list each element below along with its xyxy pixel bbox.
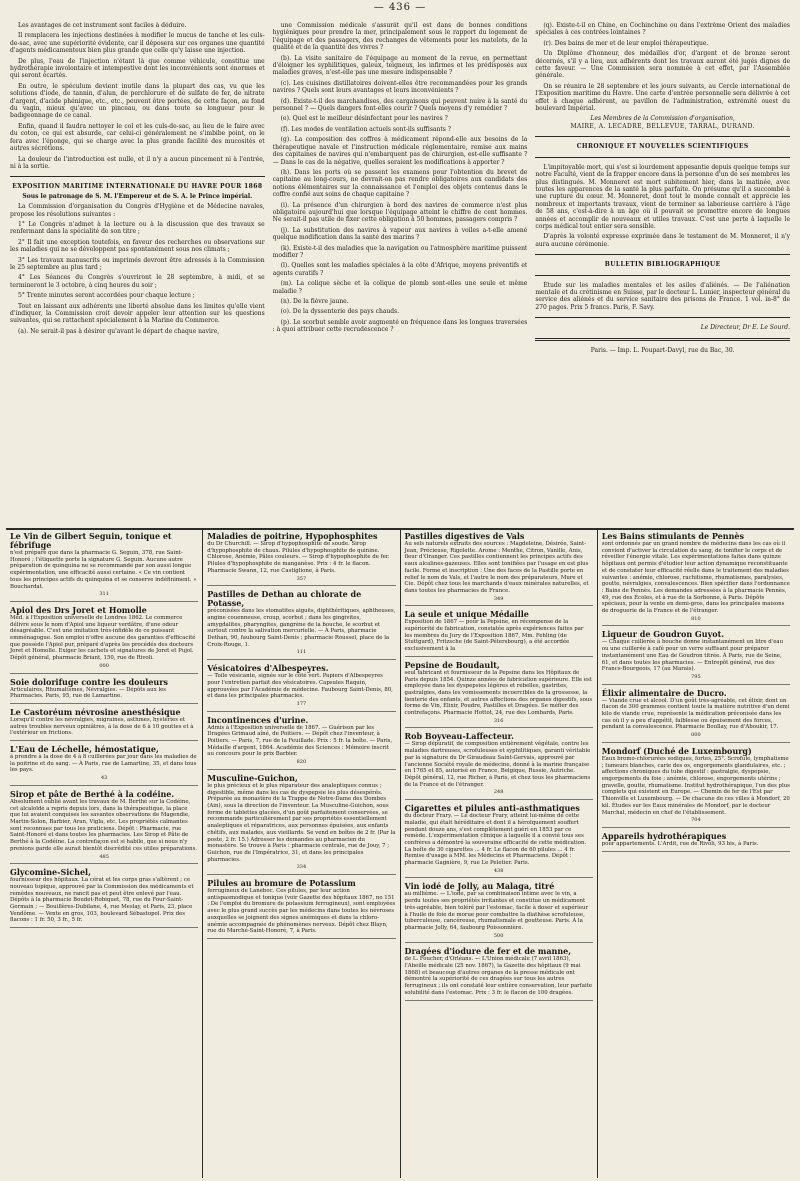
advertisement-title: Appareils hydrothérapiques (601, 830, 727, 841)
column-3 (535, 22, 790, 522)
advertisement (207, 664, 395, 712)
paragraph: La Commission d'organisation du Congrès d'Hygiène et de Médecine navales, propose les résolutions suivantes : (10, 203, 265, 218)
paragraph: D'après la volonté expresse exprimée dans le testament de M. Monneret, il n'y aura aucune cérémonie. (535, 233, 790, 248)
paragraph: (g). La composition des coffres à médicament répond-elle aux besoins de la thérapeutique navale et l'instruction médicale réglementaire, remise aux mains des capitaines de navires qui n'embarquent pas de chirurgien, est-elle suffisante ? — Dans le cas de la négative, quelles seraient les modifications à apporter ? (272, 136, 528, 166)
paragraph: Tout en laissant aux adhérents une liberté absolue dans les limites qu'elle vient d'indiquer, la Commission croit devoir appeler leur attention sur les questions suivantes, qui se rattachent spécialement à la Marine du Commerce. (10, 302, 265, 325)
advertisement-title: Vin iodé de Jolly, au Malaga, titré (404, 881, 555, 892)
paragraph: Enfin, quand il faudra nettoyer le col et les culs-de-sac, au lieu de le faire avec du coton, ce qui est absurde, car celui-ci généralement ne s'imbibe point, on le fera avec l'éponge, qui se charge avec la plus grande facilité des mucosités et autres sécrétions. (10, 122, 265, 153)
advertisement (10, 678, 198, 704)
divider (535, 157, 790, 158)
divider (535, 136, 790, 137)
advertisement-number: 177 (296, 700, 307, 707)
advertisement-number: 795 (691, 673, 701, 680)
advertisement-number: 357 (296, 575, 307, 582)
paragraph: Il remplacera les injections destinées à modifier le mucus de tanche et les culs-de-sac, avec une supériorité évidente, car il déposera sur ces organes une quantité d'agents médicamenteux bien plus grande que celle qu'y laisse une injection. (10, 32, 265, 55)
advertisement-title: Maladies de poitrine, Hypophosphites (207, 531, 378, 541)
advertisement (207, 532, 395, 586)
advertisement (207, 716, 395, 770)
paragraph: (f). Les modes de ventilation actuels sont-ils suffisants ? (280, 125, 451, 133)
paragraph: (r). Des bains de mer et de leur emploi thérapeutique. (543, 39, 709, 47)
advertisement-title: La seule et unique Médaille (404, 609, 529, 620)
paragraph: 5° Trente minutes seront accordées pour chaque lecture ; (18, 292, 195, 300)
advertisement-title: Soie dolorifuge contre les douleurs (10, 676, 168, 687)
page-number: — 436 — (373, 2, 427, 13)
advertisement (602, 832, 790, 852)
advertisement-text: ferrugineux de Laneboc. Ces pilules, par leur action antispasmodique et tonique (voir Gazette des hôpitaux 1867, no 151 : De l'emploi du bromure de potassium ferrugineux), sont employées avec le plus grand succès par les médecins dans toutes les névroses auxquelles se joignent des signes anémiques et dans la chloro-anémie accompagnée de phénomènes nerveux. Dépôt chez Blayn, rue du Marché-Saint-Honoré, 7, à Paris. (207, 888, 396, 935)
ads-column-1 (6, 530, 203, 1178)
paragraph: (b). La visite sanitaire de l'équipage au moment de la revue, en permettant d'éloigner les syphilitiques, galeux, teigneux, les infirmes et les prédisposés aux maladies graves, n'est-elle pas une mesure indispensable ? (272, 54, 528, 77)
commission-signers-heading: Les Membres de la Commission d'organisation, (590, 115, 735, 123)
advertisement-title: Pastilles digestives de Vals (404, 531, 525, 541)
advertisement-title: Glycomine-Sichel, (10, 867, 91, 878)
advertisement-text: n'est préparé que dans la pharmacie G. Seguin, 378, rue Saint-Honoré ; l'étiquette porte la signature G. Seguin. Aucune autre préparation de quinquina ne se recommande par son aussi longue expérimentation, une efficacité aussi certaine. « Ce vin contient tous les principes actifs du quinquina et se conserve indéfiniment. » Bouchardat. (10, 550, 197, 590)
advertisement (10, 708, 198, 741)
column-1 (10, 22, 265, 522)
paragraph: (o). De la dyssenterie des pays chauds. (280, 308, 400, 316)
advertisement-text: de L. Foucher, d'Orléans. — L'Union médicale (7 avril 1863), l'Abeille médicale (25 nov. 1867), la Gazette des hôpitaux (9 mai 1868) et beaucoup d'autres organes de la presse médicale ont démontré la supériorité de ces dragées sur tous les autres ferrugineux ; ils ont constaté leur entière conservation, leur parfaite solubilité dans l'estomac. Prix : 3 fr. le flacon de 100 dragées. (404, 956, 593, 996)
paragraph: On se réunira le 28 septembre et les jours suivants, au Cercle international de l'Exposition maritime du Havre. Une carte d'entrée personnelle sera délivrée à cet effet à chaque adhérent, au pavillon de l'administration, extrémité ouest du boulevard Impérial. (535, 82, 790, 113)
advertisement-text: — Viande crue et alcool. D'un goût très-agréable, cet élixir, dont un flacon de 300 grammes contient toute la matière nutritive d'un demi kilo de viande crue, représente la médication préconisée dans les cas où il y a peu d'appétit, faiblesse ou épuisement des forces, pendant la convalescence. Pharmacie Boullay, rue d'Aboukir, 17. (601, 697, 790, 731)
advertisement (405, 661, 593, 729)
advertisement-number: 316 (493, 717, 504, 724)
advertisement-text: Absolument oublié avant les travaux de M. Berthé sur la Codéine, cet alcaloïde a repris depuis lors, dans la thérapeutique, la place que lui avaient conquises les savantes observations de Magendie, Martin-Solon, Barbier, Aran, Vigla, etc. Les propriétés calmantes sont reconnues par tous les praticiens. Dépôt : Pharmacie, rue Saint-Honoré et dans toutes les pharmacies. Les Sirop et Pâte de Berthé à la Codéine. La contrefaçon est si habile, que si nous n'y prenions garde elle aurait bientôt discrédité ces utiles préparations. (10, 798, 198, 852)
advertisement-text: du docteur Frary. — Le docteur Frary, atteint lui-même de cette maladie, qui était héréditaire et dont il a héroïquement souffert pendant douze ans, s'est complètement guéri en 1853 par ce remède. L'expérimentation clinique à laquelle il a convié tous ses confrères a démontré la souveraine efficacité de cette médication. La boîte de 30 cigarettes ... 4 fr. Le flacon de 60 pilules ... 4 fr. Remise d'usage à MM. les Médecins et Pharmaciens. Dépôt : pharmacie Gagnière, 9, rue Le Peletier. Paris. (404, 813, 587, 867)
column-2 (273, 22, 528, 522)
paragraph: L'impitoyable mort, qui s'est si lourdement appesantie depuis quelque temps sur notre Faculté, vient de la frapper encore dans la personne d'un de ses membres les plus distingués. M. Monneret est mort subitement hier, dans la matinée, avec toutes les apparences de la santé la plus parfaite. On présume qu'il a succombé à une rupture du cœur. M. Monneret, dont tout le monde connaît et apprécie les nombreux et importants travaux, vient de terminer sa laborieuse carrière à l'âge de 58 ans, c'est-à-dire à un âge où il pouvait se promettre encore de longues années et accomplir de nouveaux et utiles travaux. C'est une perte à laquelle le corps médical tout entier sera sensible. (535, 163, 790, 230)
advertisement-number: 334 (296, 864, 307, 871)
advertisement (10, 532, 198, 602)
paragraph: 4° Les Séances du Congrès s'ouvriront le 28 septembre, à midi, et se termineront le 3 octobre, à cinq heures du soir ; (10, 274, 265, 289)
advertisement (602, 532, 790, 626)
exposition-paragraphs (10, 203, 265, 335)
advertisement-text: du Dr Churchill. — Sirop d'hypophosphite de soude. Sirop d'hypophosphite de chaux. Pilules d'hypophosphite de quinine. Chlorose, Anémie, Pâles couleurs. — Sirop d'hypophosphite de fer. Pilules d'hypophosphite de manganèse. Prix : 4 fr. le flacon. Pharmacie Swann, 12, rue Castiglione, à Paris. (207, 541, 390, 574)
paragraph: (j). La substitution des navires à vapeur aux navires à voiles a-t-elle amené quelque modification dans la santé des marins ? (272, 226, 528, 242)
advertisement-title: Incontinences d'urine. (207, 714, 309, 725)
editorial-section (10, 22, 790, 522)
advertisement (10, 745, 198, 786)
advertisement (10, 868, 198, 928)
divider (535, 338, 790, 341)
advertisement-number: 248 (493, 789, 504, 796)
advertisement-text: à prendre à la dose de 4 à 8 cuillerées par jour dans les maladies de la poitrine et du sang. — À Paris, rue de Lamartine, 35, et dans tous les pays. (10, 754, 197, 774)
advertisement (602, 689, 790, 743)
paragraph: (k). Existe-t-il des maladies que la navigation ou l'atmosphère maritime puissent modifier ? (272, 244, 528, 259)
advertisement-title: Pilules au bromure de Potassium (207, 878, 356, 889)
advertisement-title: Mondorf (Duché de Luxembourg) (601, 745, 752, 756)
paragraph: (n). De la fièvre jaune. (280, 298, 349, 305)
bulletin-text: Étude sur les maladies mentales et les asiles d'aliénés. — De l'aliénation mentale et du crétinisme en Suisse, par le docteur L. Lunier, inspecteur général du service des aliénés et du service sanitaire des prisons de France. 1 vol. in-8° de 270 pages. Prix 5 francs. Paris, F. Savy. (535, 281, 790, 311)
divider (10, 176, 265, 177)
paragraph: (c). Les cuisines distillatoires doivent-elles être recommandées pour les grands navires ? Quels sont leurs avantages et leurs inconvénients ? (272, 79, 528, 95)
chronique-paragraphs (535, 164, 790, 248)
advertisement (10, 606, 198, 674)
advertisement (207, 879, 395, 939)
advertisement-text: Articulaires, Rhumatismes, Névralgies. — Dépôts aux les Pharmacies. Paris, 95, rue de Lamartine. (10, 686, 167, 700)
advertisement-text: Méd. à l'Exposition universelle de Londres 1862. Le commerce délivre sous le nom d'Apiol une liqueur verdâtre, d'une odeur désagréable. C'est une imitation très-infidèle de ce puissant emménagogue. Son emploi n'offre aucune des garanties d'efficacité que possède l'Apiol pur, préparé d'après les procédés des docteurs Joret et Homolle. Exiger les cachets et signatures de Joret et Pujol. Dépôt général, pharmacie Briant, 150, rue de Rivoli. (10, 614, 196, 662)
advertisement (405, 947, 593, 1000)
column-2-paragraphs (273, 22, 528, 334)
advertisement-title: Apiol des Drs Joret et Homolle (10, 604, 147, 615)
advertisement-number: 704 (691, 817, 701, 824)
advertisement-title: Rob Boyveau-Laffecteur. (404, 731, 514, 742)
paragraph: (q). Existe-t-il en Chine, en Cochinchine ou dans l'extrême Orient des maladies spéciales à ces contrées lointaines ? (535, 22, 790, 37)
advertisement-title: Vésicatoires d'Albespeyres. (207, 663, 329, 674)
advertisement-number: 438 (493, 867, 504, 874)
divider (535, 317, 790, 318)
advertisement-number: 349 (493, 595, 504, 602)
paragraph: (i). La présence d'un chirurgien à bord des navires de commerce n'est plus obligatoire aujourd'hui que lorsque l'équipage atteint le chiffre de cent hommes. Ne serait-il pas utile de fixer cette obligation à 50 hommes, passagers compris ? (272, 201, 528, 224)
advertisement-number: 000 (99, 662, 109, 669)
advertisement-title: Pepsine de Boudault, (404, 659, 500, 670)
ads-column-3 (401, 530, 598, 1178)
bulletin-title: BULLETIN BIBLIOGRAPHIQUE (604, 261, 721, 269)
advertisement (405, 804, 593, 878)
advertisement-text: Lorsqu'il contre les névralgies, migraines, asthmes, hystéries et autres troubles nerveux opiniâtres, à la dose de 6 à 10 gouttes et à l'extérieur en frictions. (10, 716, 194, 737)
paragraph: 1° Le Congrès n'admet à la lecture ou à la discussion que des travaux se renfermant dans la spécialité de son titre ; (10, 220, 265, 236)
paragraph: La douleur de l'introduction est nulle, et il n'y a aucun pincement ni à l'entrée, ni à la sortie. (10, 155, 265, 170)
paragraph: (e). Quel est le meilleur désinfectant pour les navires ? (280, 115, 448, 123)
advertisement-number: 000 (691, 732, 701, 739)
paragraph: 2° Il fait une exception toutefois, en faveur des recherches ou observations sur les maladies qui ne se développent pas spontanément sous nos climats ; (10, 238, 265, 254)
advertisement-title: Dragées d'iodure de fer et de manne, (404, 946, 572, 957)
advertisement-text: Eaux bromo-chlorurées sodiques, fortes, 25°. Scrofule, lymphatisme ; tumeurs blanches, carie des os, engorgements glandulaires, etc. ; affections chroniques du tube digestif : gastralgie, dyspepsie, engorgements du foie ; anémie, chlorose, engorgements utérins ; gravelle, goutte, rhumatisme. Institut hydrothérapique, l'un des plus complets qui existent en Europe. — Chemin de fer de l'Est par Thionville et Luxembourg. — De chacune de ces villes à Mondorf, 20 kil. Études sur les Eaux minérales de Mondorf, par le docteur Marchal, médecin en chef de l'établissement. (601, 755, 790, 816)
paragraph: une Commission médicale s'assurât qu'il est dans de bonnes conditions hygiéniques pour prendre la mer, principalement sous le rapport du logement de l'équipage et des passagers, des rechanges de vêtements pour les matelots, de la qualité et de la quantité des vivres ? (272, 22, 528, 52)
advertisement (602, 747, 790, 828)
advertisement-text: Admis à l'Exposition universelle de 1867. — Guérison par les Dragées Grimaud aîné, de Poitiers. — Dépôt chez l'inventeur, à Poitiers. — Paris, 7, rue de la Feuillade. Prix : 5 fr. la boîte. — Paris, Médaille d'argent, 1864. Académie des Sciences : Mémoire inscrit au concours pour le prix Barbier. (207, 724, 393, 758)
advertisement-title: Le Vin de Gilbert Seguin, tonique et fébrifuge (10, 531, 172, 550)
advertisements-section (6, 528, 794, 1178)
advertisement-text: pour appartements. L'Ardit, rue de Rivoli, 93 bis, à Paris. (601, 840, 759, 847)
advertisement-text: seul fabricant et fournisseur de la Pepsine dans les Hôpitaux de Paris depuis 1854. Quinze années de fabrication supérieure. Elle est employée dans les dyspepsies légères et rebelles, gastrites, gastralgies, dans les vomissements incoercibles de la grossesse, la lienterie des enfants, et autres affections des organes digestifs, sous forme de Vin, Élixir, Poudre, Pastilles et Dragées. Se méfier des contrefaçons. Pharmacie Hottot, 24, rue des Lombards, Paris. (404, 669, 593, 717)
advertisement-title: Cigarettes et pilules anti-asthmatiques (404, 803, 580, 814)
paragraph: 3° Les travaux manuscrits ou imprimés devront être adressés à la Commission le 25 septembre au plus tard ; (10, 256, 265, 271)
column-3-paragraphs (535, 22, 790, 112)
advertisement-title: Le Castoréum névrosine anesthésique (10, 706, 181, 717)
exposition-patronage: Sous le patronage de S. M. l'Empereur et de S. A. le Prince impérial. (22, 192, 253, 200)
advertisement (602, 630, 790, 684)
advertisement-number: 810 (691, 615, 701, 622)
paragraph: (a). Ne serait-il pas à désirer qu'avant le départ de chaque navire, (18, 327, 220, 335)
advertisement-text: Exposition de 1867 — pour la Pepsine, en récompense de la supériorité de fabrication, constatée après expériences faites par les membres du Jury de l'Exposition 1867, Mm. Fehling (de Stuttgard), Fritzsche (de Saint-Pétersbourg), a été accordée exclusivement à la (404, 619, 584, 653)
divider (535, 254, 790, 255)
paragraph: (p). Le scorbut semble avoir augmenté en fréquence dans les longues traversées : à quoi attribuer cette recrudescence ? (272, 318, 528, 334)
advertisement-text: au millième. — L'iode, par sa combinaison intime avec le vin, a perdu toutes ses propriétés irritantes et constitue un médicament très-agréable, bien toléré par l'estomac, facile à doser et supérieur à l'huile de foie de morue pour combattre la diathèse scrofuleuse, tuberculeuse, cancéreuse, rhumatismale et goutteuse. Paris. À la pharmacie Jolly, 64, faubourg Poissonnière. (404, 891, 589, 931)
advertisement (405, 882, 593, 943)
advertisement-number: 111 (296, 649, 307, 656)
paragraph: (m). La colique sèche et la colique de plomb sont-elles une seule et même maladie ? (272, 280, 528, 295)
advertisement (10, 790, 198, 864)
paragraph: Un Diplôme d'honneur, des médailles d'or, d'argent et de bronze seront décernés, s'il y a lieu, aux adhérents dont les travaux auront été jugés dignes de cette faveur. — Une Commission sera nommée à cet effet, par l'Assemblée générale. (535, 50, 790, 80)
advertisement-title: Pastilles de Dethan au chlorate de Potasse, (207, 589, 362, 609)
paragraph: (d). Existe-t-il des marchandises, des cargaisons qui peuvent nuire à la santé du personnel ? — Quels dangers font-elles courir ? Quels moyens d'y remédier ? (272, 97, 528, 113)
advertisement-text: préconisées dans les stomatites aiguës, diphthéritiques, aphtheuses, angine couenneuse, croup, scorbut ; dans les gingivites, amygdalites, pharyngites, gangrène de la bouche, le scorbut et surtout contre la salivation mercurielle. — À Paris, pharmacie Dethan, 90, faubourg Saint-Denis ; pharmacie Roussel, place de la Croix-Rouge, 1. (207, 608, 396, 648)
paragraph: De plus, l'eau de l'injection n'étant là que comme véhicule, constitue une hydrothérapie involontaire et intempestive dont les inconvénients sont énormes et qui seront écartés. (10, 57, 265, 80)
advertisement-text: Au sels naturels extraits des sources : Magdeleine, Désirée, Saint-Jean, Précieuse, Rigolette. Arome : Menthe, Citron, Vanille, Anis, fleur d'Oranger. Ces pastilles contiennent les principes actifs des eaux alcalines-gazeuses. Elles sont tonifiées par l'usage en est plus facile. Forme et inscription : Une des faces de la Pastille porte en relief le nom de Vals, et l'autre le nom des préparateurs, Mure et Cie. Dépôt chez tous les marchands d'eaux minérales naturelles, et dans toutes les pharmacies de France. (404, 541, 589, 594)
commission-signers: MAIRE, A. LECADRE, BELLEVUE, TARRAL, DURAND. (570, 122, 755, 130)
advertisement-number: 43 (100, 775, 108, 782)
advertisement-title: Sirop et pâte de Berthé à la codéine. (10, 788, 175, 799)
advertisement-number: 500 (493, 932, 504, 939)
paragraph: (l). Quelles sont les maladies spéciales à la côte d'Afrique, moyens préventifs et agents curatifs ? (272, 262, 528, 277)
advertisement-title: L'Eau de Léchelle, hémostatique, (10, 744, 159, 755)
paragraph: Les avantages de cet instrument sont faciles à déduire. (18, 22, 187, 29)
advertisement-number: 820 (296, 759, 307, 766)
advertisement-text: — Sirop dépuratif, de composition entièrement végétale, contre les maladies dartreuses, scrofuleuses et syphilitiques, garanti véritable par la signature du Dr Giraudeau Saint-Gervais, approuvé par l'ancienne Société royale de médecine, donné à la marine française en 1765 et 85, autorisé en France, Belgique, Russie, Autriche. Dépôt général, 12, rue Richer, à Paris, et chez tous les pharmaciens de la France et de l'étranger. (404, 741, 591, 788)
advertisement-title: Les Bains stimulants de Pennès (601, 531, 744, 541)
director-signature: Le Directeur, Dr E. Le Sourd. (700, 324, 790, 332)
divider (535, 275, 790, 276)
advertisement (405, 732, 593, 800)
column-1-paragraphs (10, 22, 265, 170)
advertisement-text: le plus précieux et le plus réparateur des analeptiques connus ; digestible, même dans les cas de dyspepsie les plus désespérés. Préparée au monastère de la Trappe de Notre-Dame des Dombes (Ain), sous la direction de l'inventeur. La Musculine-Guichon, sous forme de tablettes glacées, d'un goût parfaitement conservées, se recommande particulièrement par ses propriétés essentiellement analeptiques et réparatrices, aux personnes épuisées, aux enfants chétifs, aux malades, aux vieillards. Se vend en boîtes de 2 fr. (Par la poste, 2 fr. 15.) Adresser les demandes au pharmacien du monastère. Se trouve à Paris : pharmacie centrale, rue de Jouy, 7 ; Guichon, rue de l'Impératrice, 31, et dans les principales pharmacies. (207, 782, 396, 863)
advertisement (405, 532, 593, 606)
advertisement-number: 485 (99, 853, 109, 860)
paragraph: (h). Dans les ports où se passent les examens pour l'obtention du brevet de capitaine au long-cours, ne devrait-on pas rendre obligatoires aux candidats des notions élémentaires sur la connaissance et l'emploi des objets contenus dans le coffre confié aux soins de chaque capitaine ? (272, 168, 528, 199)
advertisement-text: sont ordonnés par un grand nombre de médecins dans les cas où il convient d'activer la circulation du sang, de tonifier le corps et de réveiller l'énergie vitale. Les expérimentations faites dans quinze hôpitaux ont permis d'étudier leur action dynamique reconstituante et de constater leur efficacité réelle dans le traitement des maladies suivantes : anémie, chlorose, rachitisme, rhumatismes, paralysies, goutte, névralgies, convalescences. Bien spécifier dans l'ordonnance : Bains de Pennès. Les demandes adressées à la pharmacie Pennès, 49, rue des Écoles, et à rue de la Sorbonne, à Paris. Dépôts spéciaux, pour la vente en demi-gros, dans les principales maisons de droguerie de la France et de l'étranger. (601, 541, 790, 615)
paragraph: En outre, le spéculum devient inutile dans la plupart des cas, vu que les solutions d'iode, de tannin, d'alun, de perchlorure et de sulfate de fer, de nitrate d'argent, d'acide phénique, etc., etc., peuvent être portées, de cette façon, au fond du vagin, mieux qu'avec un pinceau, ou dans toute sa longueur pour le badigeonnage de ce canal. (10, 82, 265, 120)
advertisement-title: Liqueur de Goudron Guyot. (601, 629, 725, 640)
exposition-title: EXPOSITION MARITIME INTERNATIONALE DU HAVRE POUR 1868 (12, 183, 263, 191)
ads-column-4 (598, 530, 794, 1178)
advertisement (405, 610, 593, 657)
advertisement-text: fournisseur des hôpitaux. La cérat et les corps gras s'altèrent ; ce nouveau topique, approuvé par la Commission des médicaments et remèdes nouveaux, ne rancit pas et peut être enlevé par l'eau. Dépôts à la pharmacie Boudet-Robiquet, 78, rue du Four-Saint-Germain ; — Bouillères-Dubilane, 4, rue Meslay, et Paris, 23, place Vendôme. — Vente en gros, 103, boulevard Sébastopol. Prix des flacons : 1 fr. 50, 3 fr., 5 fr. (10, 877, 194, 924)
advertisement-title: Élixir alimentaire de Ducro. (601, 687, 727, 698)
advertisement-text: — Chaque cuillerée à bouche donne instantanément un litre d'eau ou une cuillerée à café pour un verre suffisant pour préparer instantanément une Eau de Goudron titrée. À Paris, rue de Seine, 61, et dans toutes les pharmacies. — Entrepôt général, rue des Francs-Bourgeois, 17 (au Marais). (601, 639, 784, 673)
ads-column-2 (203, 530, 400, 1178)
printer-line: Paris. — Imp. L. Poupart-Davyl, rue du Bac, 30. (590, 346, 735, 354)
advertisement-number: 311 (99, 591, 109, 598)
advertisement-text: — Toile vésicante, signée sur le côté vert. Papiers d'Albespeyres pour l'entretien parfait des vésicatoires. Capsules Raquin, approuvées par l'Académie de médecine. Faubourg Saint-Denis, 80, et dans les principales pharmacies. (207, 673, 393, 700)
advertisement (207, 590, 395, 660)
advertisement-title: Musculine-Guichon, (207, 772, 298, 783)
advertisement (207, 774, 395, 875)
chronique-title: CHRONIQUE ET NOUVELLES SCIENTIFIQUES (576, 143, 749, 151)
